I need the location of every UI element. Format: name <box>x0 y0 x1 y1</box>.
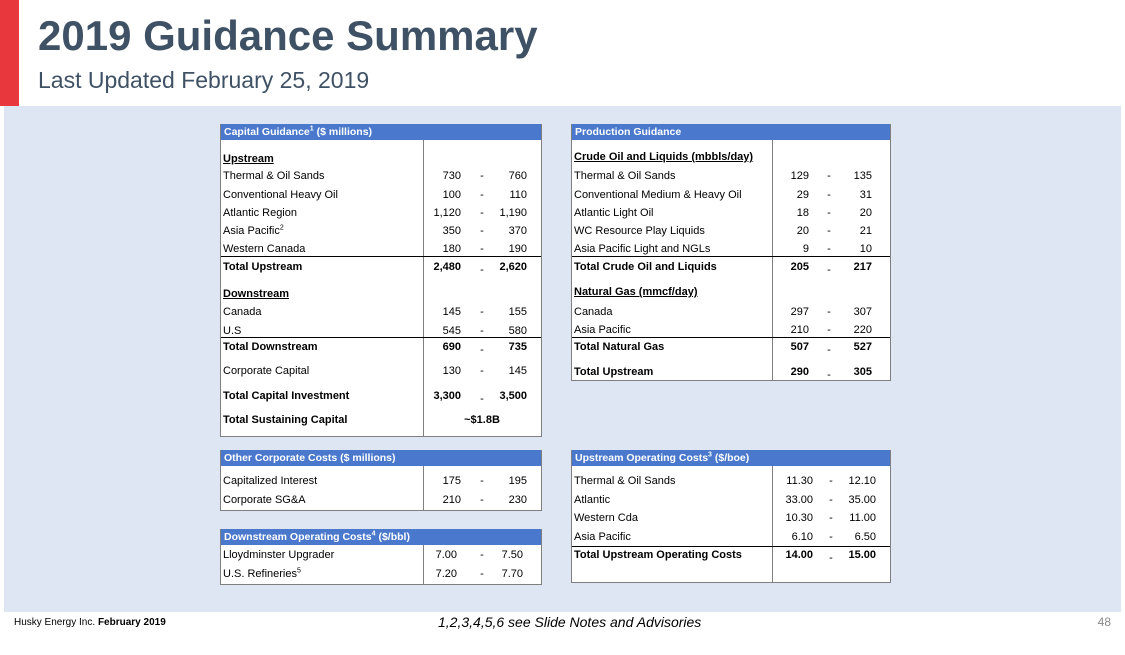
row-label: Lloydminster Upgrader <box>223 549 335 561</box>
range-dash: - <box>480 494 484 506</box>
row-label: Thermal & Oil Sands <box>223 170 325 182</box>
range-dash: - <box>827 306 831 318</box>
row-high-value: 31 <box>859 189 872 201</box>
page-title: 2019 Guidance Summary <box>38 12 538 59</box>
range-dash: - <box>827 344 831 356</box>
row-label: Western Canada <box>223 243 306 255</box>
range-dash: - <box>480 170 484 182</box>
row-label: Total Sustaining Capital <box>223 414 348 426</box>
row-low-value: 7.00 <box>435 549 457 561</box>
row-high-value: 10 <box>859 243 872 255</box>
row-high-value: 11.00 <box>849 512 876 524</box>
row-low-value: 180 <box>442 243 461 255</box>
row-label: Western Cda <box>574 512 638 524</box>
row-low-value: 3,300 <box>433 390 461 402</box>
range-dash: - <box>829 494 833 506</box>
row-label: Thermal & Oil Sands <box>574 475 676 487</box>
row-label: Asia Pacific Light and NGLs <box>574 243 711 255</box>
row-high-value: 35.00 <box>848 494 876 506</box>
row-label: Atlantic Region <box>223 207 297 219</box>
row-low-value: 100 <box>442 189 461 201</box>
row-high-value: 305 <box>853 366 872 378</box>
range-dash: - <box>480 549 484 561</box>
content-panel <box>4 106 1121 612</box>
row-value: ~$1.8B <box>464 414 500 426</box>
capital-guidance-header: Capital Guidance$^1$ ($ millions) <box>221 124 541 140</box>
row-label: Atlantic Light Oil <box>574 207 654 219</box>
row-high-value: 1,190 <box>499 207 527 219</box>
production-guidance-table <box>571 124 891 381</box>
crude-heading: Crude Oil and Liquids (mbbls/day) <box>574 151 754 163</box>
row-label: Atlantic <box>574 494 611 506</box>
row-high-value: 307 <box>853 306 872 318</box>
row-low-value: 730 <box>442 170 461 182</box>
row-label: Conventional Medium & Heavy Oil <box>574 189 742 201</box>
row-label: Corporate SG&A <box>223 494 306 506</box>
row-low-value: 2,480 <box>433 261 461 273</box>
page-number: 48 <box>1097 615 1111 629</box>
capital-guidance-table <box>220 124 542 437</box>
row-high-value: 760 <box>508 170 527 182</box>
row-high-value: 12.10 <box>848 475 876 487</box>
range-dash: - <box>827 170 831 182</box>
row-label: Asia Pacific <box>574 531 631 543</box>
row-low-value: 29 <box>796 189 809 201</box>
row-low-value: 11.30 <box>786 475 813 487</box>
range-dash: - <box>827 189 831 201</box>
row-low-value: 10.30 <box>785 512 813 524</box>
downstream-operating-costs-header: Downstream Operating Costs$^4$ ($/bbl) <box>221 529 541 545</box>
row-high-value: 527 <box>853 341 872 353</box>
row-high-value: 217 <box>853 261 872 273</box>
row-low-value: 18 <box>796 207 809 219</box>
row-label: U.S <box>223 325 242 337</box>
row-high-value: 370 <box>508 225 527 237</box>
row-label: Total Capital Investment <box>223 390 350 402</box>
row-label: Total Natural Gas <box>574 341 665 353</box>
row-low-value: 14.00 <box>785 549 813 561</box>
range-dash: - <box>480 306 484 318</box>
row-low-value: 129 <box>790 170 809 182</box>
row-label: Canada <box>574 306 613 318</box>
row-label: Thermal & Oil Sands <box>574 170 676 182</box>
row-low-value: 690 <box>442 341 461 353</box>
row-label: Total Crude Oil and Liquids <box>574 261 717 273</box>
range-dash: - <box>480 225 484 237</box>
range-dash: - <box>827 324 831 336</box>
row-low-value: 145 <box>442 306 461 318</box>
footer-notes: 1,2,3,4,5,6 see Slide Notes and Advisories <box>438 614 702 630</box>
upstream-operating-costs-header: Upstream Operating Costs$^3$ ($/boe) <box>572 450 890 466</box>
upstream-heading: Upstream <box>223 153 274 165</box>
row-label: Capitalized Interest <box>223 475 318 487</box>
row-high-value: 145 <box>508 365 527 377</box>
range-dash: - <box>480 393 484 405</box>
row-low-value: 210 <box>442 494 461 506</box>
row-low-value: 290 <box>790 366 809 378</box>
range-dash: - <box>480 325 484 337</box>
range-dash: - <box>827 207 831 219</box>
range-dash: - <box>480 344 484 356</box>
row-high-value: 220 <box>853 324 872 336</box>
range-dash: - <box>480 475 484 487</box>
page-subtitle: Last Updated February 25, 2019 <box>38 67 370 93</box>
range-dash: - <box>827 369 831 381</box>
upstream-operating-costs-table <box>571 450 891 583</box>
other-corporate-costs-header: Other Corporate Costs ($ millions) <box>221 450 541 466</box>
row-low-value: 205 <box>790 261 809 273</box>
range-dash: - <box>829 512 833 524</box>
other-corporate-costs-table <box>220 450 542 511</box>
range-dash: - <box>480 207 484 219</box>
accent-bar <box>0 0 19 106</box>
range-dash: - <box>480 243 484 255</box>
row-high-value: 21 <box>859 225 872 237</box>
row-label: U.S. Refineries$^5$ <box>223 567 301 580</box>
range-dash: - <box>829 552 833 564</box>
row-high-value: 7.70 <box>501 568 523 580</box>
row-low-value: 545 <box>442 325 461 337</box>
row-high-value: 735 <box>508 341 527 353</box>
row-low-value: 33.00 <box>785 494 813 506</box>
row-high-value: 195 <box>508 475 527 487</box>
row-high-value: 20 <box>859 207 872 219</box>
row-high-value: 155 <box>508 306 527 318</box>
range-dash: - <box>829 531 833 543</box>
row-label: Corporate Capital <box>223 365 310 377</box>
row-label: Total Downstream <box>223 341 318 353</box>
row-high-value: 230 <box>508 494 527 506</box>
row-low-value: 175 <box>442 475 461 487</box>
row-high-value: 2,620 <box>499 261 527 273</box>
row-high-value: 7.50 <box>501 549 523 561</box>
row-high-value: 3,500 <box>499 390 527 402</box>
row-high-value: 190 <box>508 243 527 255</box>
row-low-value: 20 <box>796 225 809 237</box>
downstream-operating-costs-table <box>220 529 542 585</box>
row-label: Total Upstream <box>574 366 654 378</box>
row-low-value: 210 <box>790 324 809 336</box>
row-low-value: 297 <box>790 306 809 318</box>
footer-company: Husky Energy Inc. February 2019 <box>14 617 166 628</box>
row-high-value: 580 <box>508 325 527 337</box>
range-dash: - <box>480 189 484 201</box>
row-low-value: 7.20 <box>435 568 457 580</box>
gas-heading: Natural Gas (mmcf/day) <box>574 286 698 298</box>
row-label: Asia Pacific$^2$ <box>223 224 284 237</box>
row-low-value: 1,120 <box>433 207 461 219</box>
row-high-value: 135 <box>853 170 872 182</box>
downstream-heading: Downstream <box>223 288 290 300</box>
row-low-value: 9 <box>802 243 809 255</box>
row-label: Canada <box>223 306 262 318</box>
production-guidance-header: Production Guidance <box>572 124 890 140</box>
row-high-value: 15.00 <box>848 549 876 561</box>
row-high-value: 110 <box>509 189 527 201</box>
range-dash: - <box>827 225 831 237</box>
row-label: Total Upstream <box>223 261 303 273</box>
row-high-value: 6.50 <box>854 531 876 543</box>
row-low-value: 6.10 <box>791 531 813 543</box>
row-low-value: 350 <box>442 225 461 237</box>
row-label: Total Upstream Operating Costs <box>574 549 742 561</box>
row-label: Conventional Heavy Oil <box>223 189 338 201</box>
row-low-value: 130 <box>442 365 461 377</box>
range-dash: - <box>480 568 484 580</box>
row-label: Asia Pacific <box>574 324 631 336</box>
range-dash: - <box>480 264 484 276</box>
range-dash: - <box>480 365 484 377</box>
range-dash: - <box>827 243 831 255</box>
row-low-value: 507 <box>790 341 809 353</box>
range-dash: - <box>827 264 831 276</box>
row-label: WC Resource Play Liquids <box>574 225 705 237</box>
range-dash: - <box>829 475 833 487</box>
